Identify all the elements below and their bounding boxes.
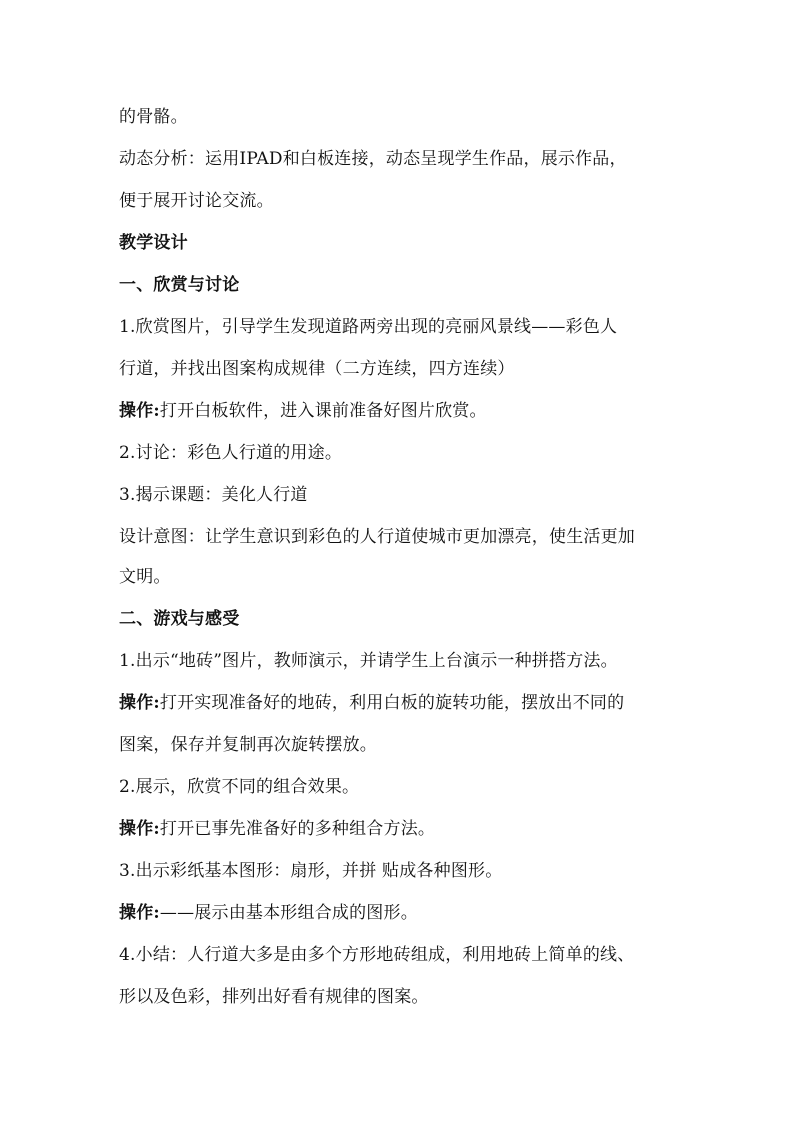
operation-line (119, 692, 624, 714)
text-line: 2.讨论：彩色人行道的用途。 (119, 443, 343, 463)
text-line: 形以及色彩，排列出好看有规律的图案。 (119, 987, 429, 1007)
text-line: 1.欣赏图片，引导学生发现道路两旁出现的亮丽风景线——彩色人 (119, 317, 618, 337)
operation-text: 打开白板软件，进入课前准备好图片欣赏。 (159, 401, 487, 421)
operation-label: 操作: (119, 693, 160, 713)
text-line: 文明。 (119, 567, 171, 587)
text-line: 行道，并找出图案构成规律（二方连续，四方连续） (119, 359, 515, 379)
text-line: 4.小结：人行道大多是由多个方形地砖组成，利用地砖上简单的线、 (119, 945, 635, 965)
text-line: 便于展开讨论交流。 (119, 191, 274, 211)
operation-text: 打开已事先准备好的多种组合方法。 (159, 819, 436, 839)
text-line: 的骨骼。 (119, 107, 188, 127)
operation-label: 操作: (119, 903, 160, 923)
operation-text: 打开实现准备好的地砖，利用白板的旋转功能，摆放出不同的 (159, 693, 625, 713)
section-heading: 二、游戏与感受 (119, 609, 240, 629)
text-line: 图案，保存并复制再次旋转摆放。 (119, 735, 377, 755)
text-line: 动态分析：运用IPAD和白板连接，动态呈现学生作品，展示作品， (119, 149, 627, 169)
section-heading: 一、欣赏与讨论 (119, 275, 240, 295)
operation-line (119, 902, 418, 924)
text-line: 设计意图：让学生意识到彩色的人行道使城市更加漂亮，使生活更加 (119, 527, 635, 547)
operation-line (119, 400, 487, 422)
heading-teaching-design: 教学设计 (119, 233, 188, 253)
text-line: 2.展示，欣赏不同的组合效果。 (119, 777, 360, 797)
text-line: 3.揭示课题：美化人行道 (119, 485, 308, 505)
operation-label: 操作: (119, 819, 160, 839)
text-line: 1.出示“地砖”图片，教师演示，并请学生上台演示一种拼搭方法。 (119, 651, 618, 671)
text-line: 3.出示彩纸基本图形：扇形，并拼 贴成各种图形。 (119, 861, 503, 881)
operation-label: 操作: (119, 401, 160, 421)
operation-line (119, 818, 435, 840)
operation-text: ——展示由基本形组合成的图形。 (159, 903, 418, 923)
